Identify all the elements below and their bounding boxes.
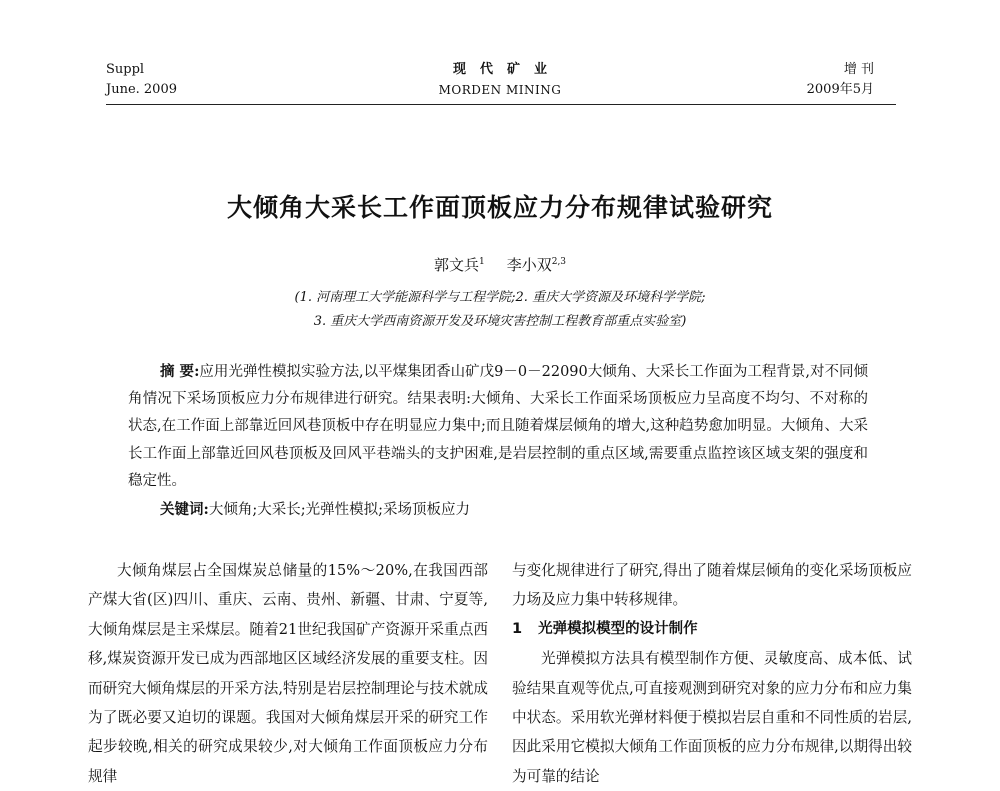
body-paragraph: 与变化规律进行了研究,得出了随着煤层倾角的变化采场顶板应力场及应力集中转移规律。 xyxy=(512,562,912,609)
body-column-left xyxy=(88,556,488,791)
journal-name-en: MORDEN MINING xyxy=(438,83,562,97)
body-column-right xyxy=(512,556,912,791)
running-header-right xyxy=(807,60,874,100)
paper-title: 大倾角大采长工作面顶板应力分布规律试验研究 xyxy=(226,193,773,222)
issue-date-en: June. 2009 xyxy=(106,82,177,97)
header-rule xyxy=(106,104,896,105)
journal-name-cn: 现代矿业 xyxy=(452,62,561,77)
section-number: 1 xyxy=(512,620,523,637)
affiliation-line: (1. 河南理工大学能源科学与工程学院;2. 重庆大学资源及环境科学学院; xyxy=(294,290,706,305)
section-heading xyxy=(512,615,912,644)
keywords-text: 大倾角;大采长;光弹性模拟;采场顶板应力 xyxy=(208,502,471,518)
keywords xyxy=(160,496,470,524)
author-affiliation-mark: 2,3 xyxy=(551,257,567,267)
keywords-label: 关键词: xyxy=(160,501,209,518)
author-name: 郭文兵 xyxy=(433,256,479,274)
author-line xyxy=(0,254,1000,275)
abstract-text: 应用光弹性模拟实验方法,以平煤集团香山矿戊9－0－22090大倾角、大采长工作面为工程背景,对不同倾角情况下采场顶板应力分布规律进行研究。结果表明:大倾角、大采长工作面采场顶板应力呈高度不均匀、不对称的状态,在工作面上部靠近回风巷顶板中存在明显应力集中;而且随着煤层倾角的增大,这种趋势愈加明显。大倾角、大采长工作面上部靠近回风巷顶板及回风平巷端头的支护困难,是岩层控制的重点区域,需要重点监控该区域支架的强度和稳定性。 xyxy=(128,364,868,489)
supplement-label: Suppl xyxy=(106,62,145,77)
supplement-label-cn: 增 刊 xyxy=(843,62,874,77)
abstract-label: 摘 要: xyxy=(160,363,200,380)
body-paragraph: 光弹模拟方法具有模型制作方便、灵敏度高、成本低、试验结果直观等优点,可直接观测到研究对象的应力分布和应力集中状态。采用软光弹材料便于模拟岩层自重和不同性质的岩层,因此采用它模拟大倾角工作面顶板的应力分布规律,以期得出较为可靠的结论 xyxy=(512,650,912,785)
author-name: 李小双 xyxy=(506,256,552,274)
section-title: 光弹模拟模型的设计制作 xyxy=(538,620,698,637)
issue-date-cn: 2009年5月 xyxy=(806,82,874,97)
abstract xyxy=(128,358,868,495)
author-affiliation-mark: 1 xyxy=(478,257,485,267)
affiliation-line: 3. 重庆大学西南资源开发及环境灾害控制工程教育部重点实验室) xyxy=(313,314,687,329)
body-paragraph: 大倾角煤层占全国煤炭总储量的15%～20%,在我国西部产煤大省(区)四川、重庆、云南、贵州、新疆、甘肃、宁夏等,大倾角煤层是主采煤层。随着21世纪我国矿产资源开采重点西移,煤炭资源开发已成为西部地区区域经济发展的重要支柱。因而研究大倾角煤层的开采方法,特别是岩层控制理论与技术就成为了既必要又迫切的课题。我国对大倾角煤层开采的研究工作起步较晚,相关的研究成果较少,对大倾角工作面顶板应力分布规律 xyxy=(88,562,488,785)
